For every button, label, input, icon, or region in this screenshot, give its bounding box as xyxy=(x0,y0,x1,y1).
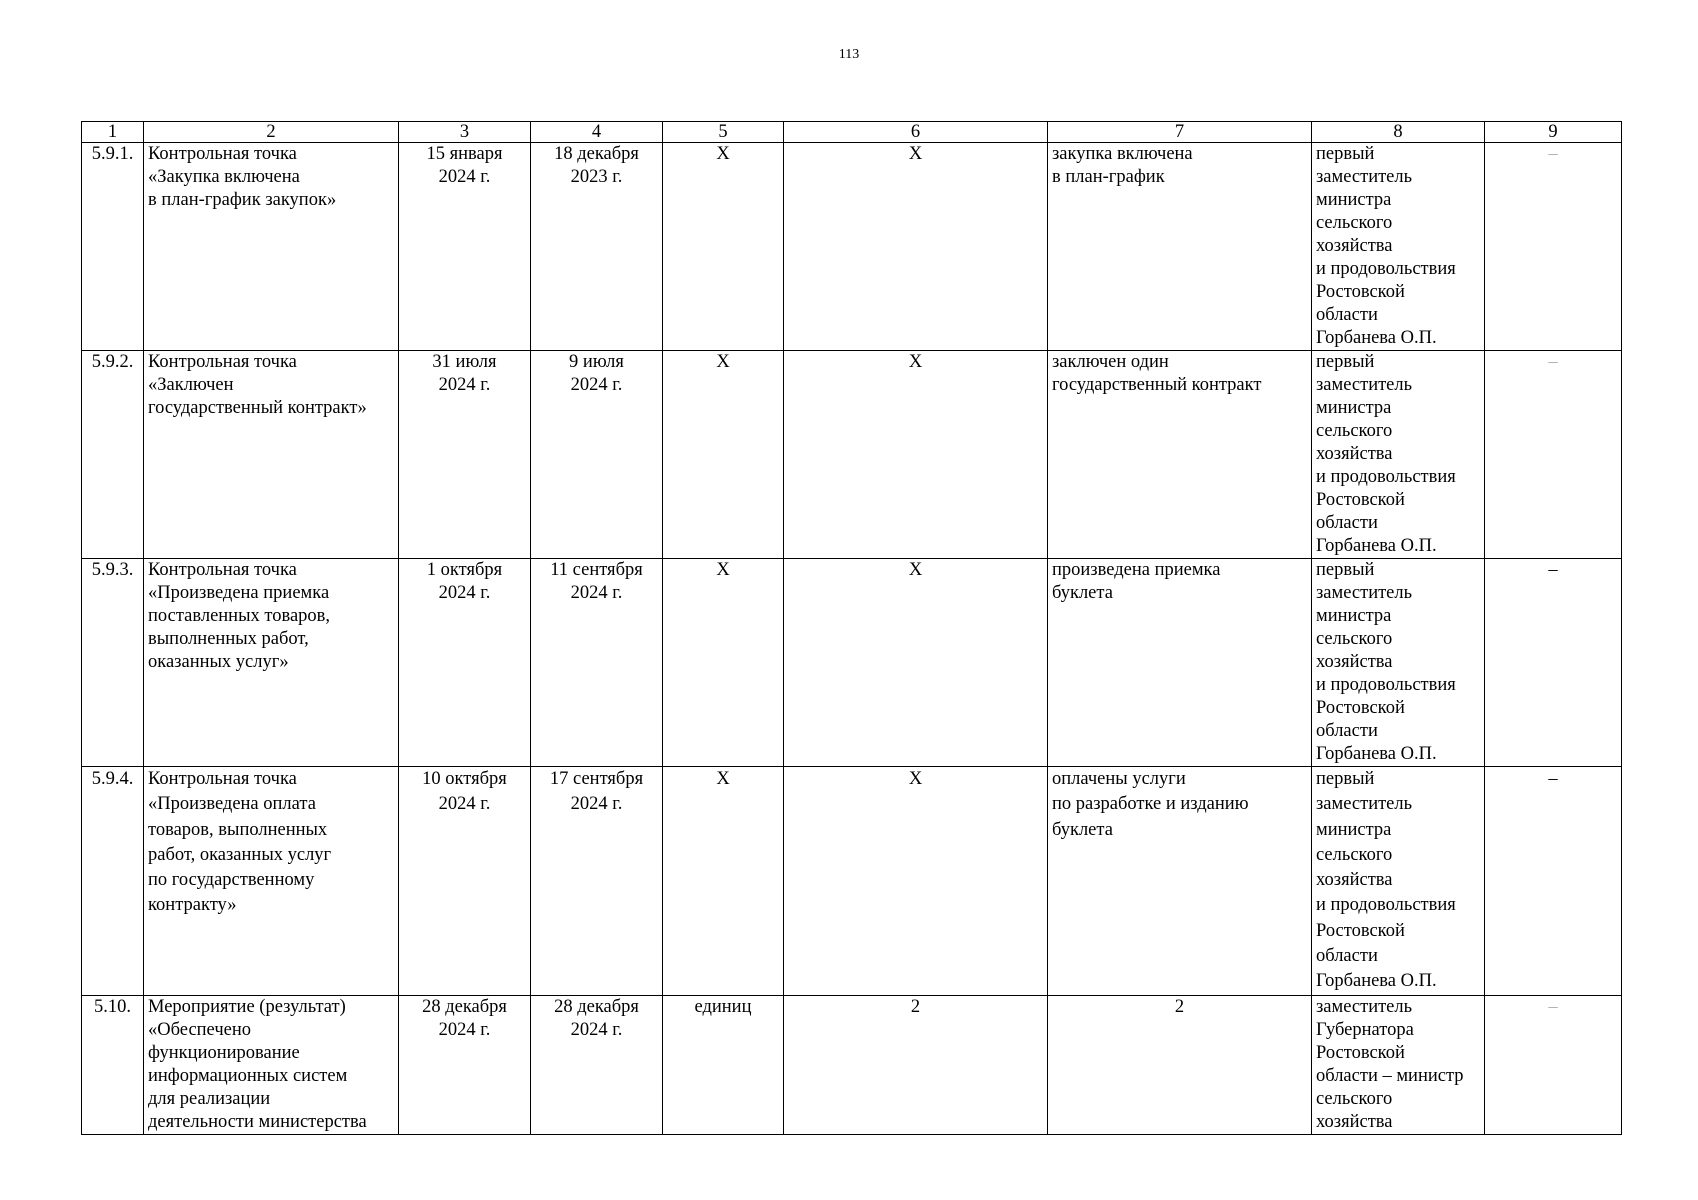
row-responsible: первый заместитель министра сельского хозяйства и продовольствия Ростовской области Горбанева О.П. xyxy=(1312,767,1485,996)
table-row xyxy=(82,767,1622,996)
column-header-5: 5 xyxy=(663,122,784,143)
column-header-6: 6 xyxy=(784,122,1048,143)
table-row xyxy=(82,995,1622,1134)
column-header-8: 8 xyxy=(1312,122,1485,143)
column-header-2: 2 xyxy=(144,122,399,143)
row-planned-date: 28 декабря 2024 г. xyxy=(399,995,531,1134)
row-actual-value: закупка включена в план-график xyxy=(1048,143,1312,351)
table-header-row xyxy=(82,122,1622,143)
column-header-9: 9 xyxy=(1485,122,1622,143)
row-actual-value: произведена приемка буклета xyxy=(1048,559,1312,767)
column-header-4: 4 xyxy=(531,122,663,143)
row-number: 5.9.3. xyxy=(82,559,144,767)
row-name: Мероприятие (результат) «Обеспечено функционирование информационных систем для реализации деятельности министерства xyxy=(144,995,399,1134)
row-responsible: первый заместитель министра сельского хозяйства и продовольствия Ростовской области Горбанева О.П. xyxy=(1312,351,1485,559)
row-planned-date: 15 января 2024 г. xyxy=(399,143,531,351)
row-responsible: первый заместитель министра сельского хозяйства и продовольствия Ростовской области Горбанева О.П. xyxy=(1312,559,1485,767)
table-row xyxy=(82,351,1622,559)
row-responsible: заместитель Губернатора Ростовской области – министр сельского хозяйства xyxy=(1312,995,1485,1134)
row-actual-date: 9 июля 2024 г. xyxy=(531,351,663,559)
row-actual-date: 11 сентября 2024 г. xyxy=(531,559,663,767)
row-number: 5.10. xyxy=(82,995,144,1134)
row-planned-date: 31 июля 2024 г. xyxy=(399,351,531,559)
row-note: – xyxy=(1485,995,1622,1134)
row-number: 5.9.4. xyxy=(82,767,144,996)
table-row xyxy=(82,559,1622,767)
row-planned-date: 1 октября 2024 г. xyxy=(399,559,531,767)
row-responsible: первый заместитель министра сельского хозяйства и продовольствия Ростовской области Горбанева О.П. xyxy=(1312,143,1485,351)
row-number: 5.9.1. xyxy=(82,143,144,351)
row-planned-value: 2 xyxy=(784,995,1048,1134)
row-planned-date: 10 октября 2024 г. xyxy=(399,767,531,996)
row-actual-value: заключен один государственный контракт xyxy=(1048,351,1312,559)
row-planned-value: Х xyxy=(784,767,1048,996)
row-actual-date: 17 сентября 2024 г. xyxy=(531,767,663,996)
table-row xyxy=(82,143,1622,351)
row-note: – xyxy=(1485,351,1622,559)
column-header-3: 3 xyxy=(399,122,531,143)
row-planned-value: Х xyxy=(784,351,1048,559)
row-name: Контрольная точка «Закупка включена в план-график закупок» xyxy=(144,143,399,351)
row-note: – xyxy=(1485,143,1622,351)
page-number: 113 xyxy=(838,47,860,62)
row-unit: Х xyxy=(663,559,784,767)
row-number: 5.9.2. xyxy=(82,351,144,559)
row-name: Контрольная точка «Произведена приемка поставленных товаров, выполненных работ, оказанных услуг» xyxy=(144,559,399,767)
control-points-table xyxy=(81,121,1622,1135)
row-unit: Х xyxy=(663,143,784,351)
row-name: Контрольная точка «Заключен государственный контракт» xyxy=(144,351,399,559)
row-unit: Х xyxy=(663,351,784,559)
row-note: – xyxy=(1485,767,1622,996)
row-actual-date: 28 декабря 2024 г. xyxy=(531,995,663,1134)
row-actual-value: оплачены услуги по разработке и изданию буклета xyxy=(1048,767,1312,996)
row-actual-date: 18 декабря 2023 г. xyxy=(531,143,663,351)
row-actual-value: 2 xyxy=(1048,995,1312,1134)
row-planned-value: Х xyxy=(784,559,1048,767)
row-planned-value: Х xyxy=(784,143,1048,351)
column-header-1: 1 xyxy=(82,122,144,143)
column-header-7: 7 xyxy=(1048,122,1312,143)
row-note: – xyxy=(1485,559,1622,767)
row-unit: единиц xyxy=(663,995,784,1134)
row-name: Контрольная точка «Произведена оплата товаров, выполненных работ, оказанных услуг по государственному контракту» xyxy=(144,767,399,996)
row-unit: Х xyxy=(663,767,784,996)
